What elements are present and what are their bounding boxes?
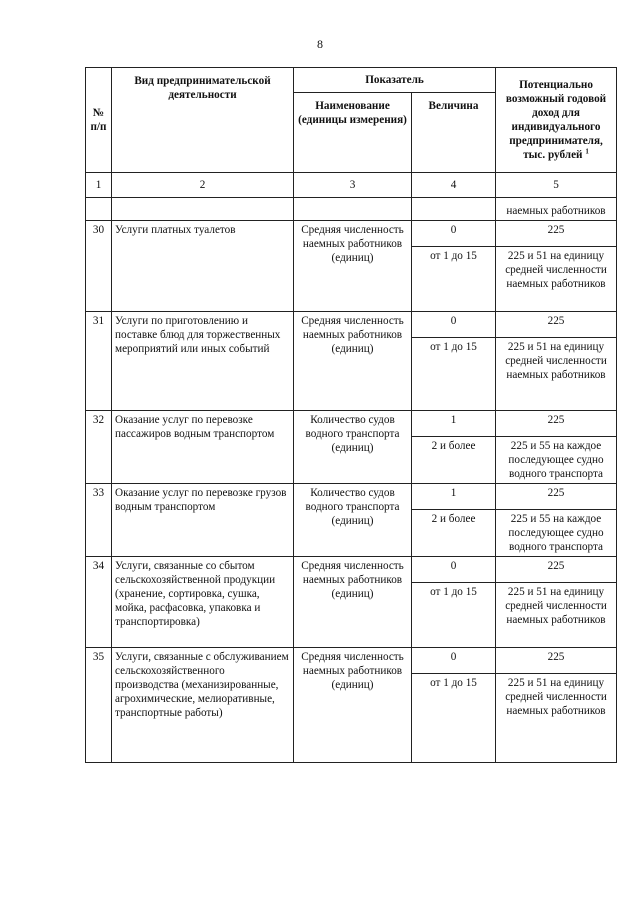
indicator-value: 0 [412,557,496,583]
income-value: 225 и 51 на единицу средней численности наемных работников [496,674,617,763]
empty-cell [412,198,496,221]
row-number: 35 [86,648,112,763]
income-value: 225 [496,221,617,247]
activity-name: Оказание услуг по перевозке грузов водным транспортом [112,484,294,557]
header-row [86,68,617,93]
table-body [86,173,617,763]
header-income [496,68,617,173]
column-number: 2 [112,173,294,198]
income-value: 225 и 51 на единицу средней численности наемных работников [496,338,617,411]
indicator-value: 0 [412,648,496,674]
header-value: Величина [412,93,496,173]
income-value: 225 [496,557,617,583]
income-value: 225 [496,411,617,437]
table-row [86,648,617,674]
row-number: 31 [86,312,112,411]
indicator-value: от 1 до 15 [412,338,496,411]
column-number: 4 [412,173,496,198]
indicator-value: 2 и более [412,437,496,484]
indicator-name: Средняя численность наемных работников (единиц) [294,557,412,648]
header-activity: Вид предпринимательской деятельности [112,68,294,173]
header-income-footnote: 1 [585,147,589,156]
activity-name: Услуги, связанные с обслуживанием сельскохозяйственного производства (механизированные, агрохимические, мелиоративные, транспортные работы) [112,648,294,763]
header-income-text: Потенциально возможный годовой доход для индивидуального предпринимателя, тыс. рублей [505,79,607,161]
indicator-name: Средняя численность наемных работников (единиц) [294,312,412,411]
header-indicator: Показатель [294,68,496,93]
indicator-value: 1 [412,411,496,437]
indicator-name: Средняя численность наемных работников (единиц) [294,221,412,312]
table-row [86,312,617,338]
row-number: 30 [86,221,112,312]
income-value: 225 [496,484,617,510]
indicator-value: от 1 до 15 [412,674,496,763]
header-num: № п/п [86,68,112,173]
indicator-value: 0 [412,312,496,338]
indicator-name: Количество судов водного транспорта (единиц) [294,411,412,484]
continuation-text: наемных работников [496,198,617,221]
indicator-value: 0 [412,221,496,247]
indicator-name: Количество судов водного транспорта (единиц) [294,484,412,557]
column-number: 5 [496,173,617,198]
indicator-name: Средняя численность наемных работников (единиц) [294,648,412,763]
indicator-value: от 1 до 15 [412,583,496,648]
income-value: 225 [496,312,617,338]
header-name: Наименование (единицы измерения) [294,93,412,173]
empty-cell [294,198,412,221]
income-value: 225 и 55 на каждое последующее судно водного транспорта [496,437,617,484]
activity-name: Услуги, связанные со сбытом сельскохозяйственной продукции (хранение, сортировка, сушка, мойка, расфасовка, упаковка и транспортировка) [112,557,294,648]
table-row [86,484,617,510]
indicator-value: 2 и более [412,510,496,557]
activity-table [85,67,617,763]
activity-name: Услуги по приготовлению и поставке блюд для торжественных мероприятий или иных событий [112,312,294,411]
table-row [86,557,617,583]
column-number: 3 [294,173,412,198]
income-value: 225 и 51 на единицу средней численности наемных работников [496,247,617,312]
income-value: 225 и 55 на каждое последующее судно водного транспорта [496,510,617,557]
table-row [86,411,617,437]
row-number: 34 [86,557,112,648]
empty-cell [86,198,112,221]
activity-name: Оказание услуг по перевозке пассажиров водным транспортом [112,411,294,484]
indicator-value: от 1 до 15 [412,247,496,312]
activity-name: Услуги платных туалетов [112,221,294,312]
empty-cell [112,198,294,221]
page-number: 8 [317,37,323,51]
column-number-row [86,173,617,198]
continuation-row [86,198,617,221]
indicator-value: 1 [412,484,496,510]
income-value: 225 и 51 на единицу средней численности наемных работников [496,583,617,648]
income-value: 225 [496,648,617,674]
table-row [86,221,617,247]
column-number: 1 [86,173,112,198]
row-number: 33 [86,484,112,557]
row-number: 32 [86,411,112,484]
